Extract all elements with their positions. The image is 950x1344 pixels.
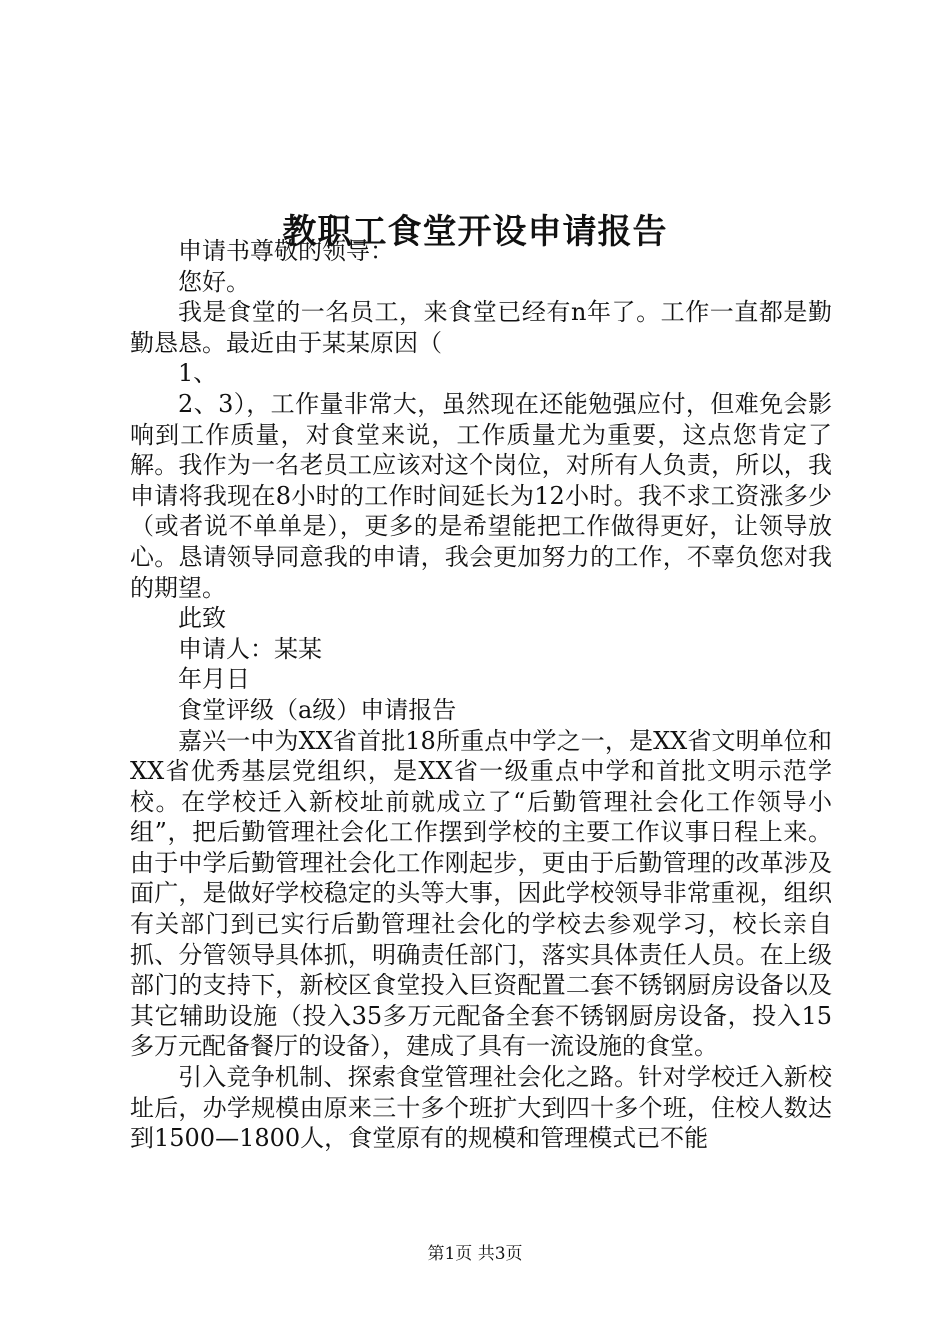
document-title: 教职工食堂开设申请报告: [282, 211, 668, 252]
page-footer: 第1页 共3页: [427, 1244, 523, 1264]
paragraph-request: 2、3），工作量非常大，虽然现在还能勉强应付，但难免会影响到工作质量，对食堂来说，工作质量尤为重要，这点您肯定了解。我作为一名老员工应该对这个岗位，对所有人负责，所以，我申请将我现在8小时的工作时间延长为12小时。我不求工资涨多少（或者说不单单是），更多的是希望能把工作做得更好，让领导放心。恳请领导同意我的申请，我会更加努力的工作，不辜负您对我的期望。: [130, 389, 832, 602]
paragraph-greeting: 您好。: [178, 267, 250, 296]
paragraph-signature: 申请人：某某: [178, 634, 322, 663]
paragraph-date: 年月日: [178, 665, 250, 694]
paragraph-list-item: 1、: [178, 359, 218, 388]
paragraph-competition: 引入竞争机制、探索食堂管理社会化之路。针对学校迁入新校址后，办学规模由原来三十多个班扩大到四十多个班，住校人数达到1500—1800人，食堂原有的规模和管理模式已不能: [130, 1063, 832, 1153]
paragraph-closing: 此致: [178, 604, 226, 633]
paragraph-subtitle: 食堂评级（a级）申请报告: [178, 695, 457, 724]
paragraph-school-background: 嘉兴一中为XX省首批18所重点中学之一，是XX省文明单位和XX省优秀基层党组织，是XX省一级重点中学和首批文明示范学校。在学校迁入新校址前就成立了“后勤管理社会化工作领导小组”，把后勤管理社会化工作摆到学校的主要工作议事日程上来。由于中学后勤管理社会化工作刚起步，更由于后勤管理的改革涉及面广，是做好学校稳定的头等大事，因此学校领导非常重视，组织有关部门到已实行后勤管理社会化的学校去参观学习，校长亲自抓、分管领导具体抓，明确责任部门，落实具体责任人员。在上级部门的支持下，新校区食堂投入巨资配置二套不锈钢厨房设备以及其它辅助设施（投入35多万元配备全套不锈钢厨房设备，投入15多万元配备餐厅的设备），建成了具有一流设施的食堂。: [130, 726, 832, 1061]
paragraph-salutation: 申请书尊敬的领导：: [178, 237, 394, 265]
document-body: [130, 236, 832, 1154]
paragraph-intro: 我是食堂的一名员工，来食堂已经有n年了。工作一直都是勤勤恳恳。最近由于某某原因（: [130, 298, 832, 357]
